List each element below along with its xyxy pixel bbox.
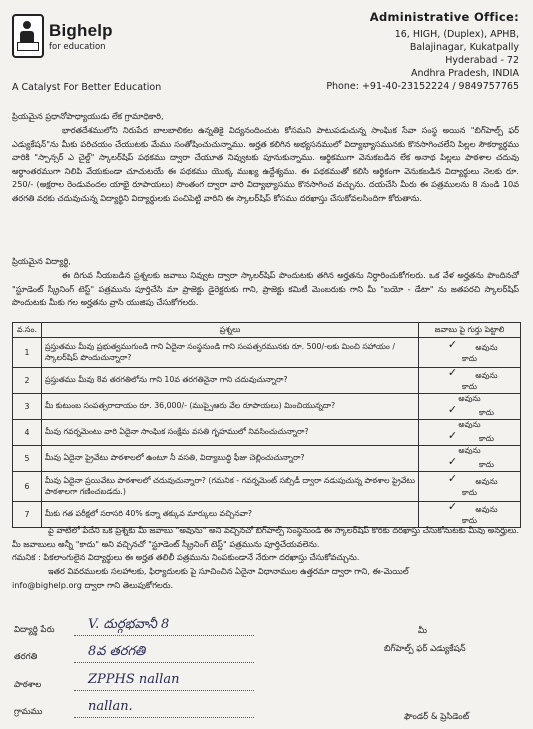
question-text: మీకు గత పరీక్షలో సరాసరి 40% కన్నా తక్కువ మార్కులు వచ్చినవా? bbox=[42, 502, 419, 528]
no-label: కాదు bbox=[479, 460, 494, 469]
answer-cell[interactable] bbox=[419, 394, 521, 420]
note-eligibility: పై వాటిలో పేదేని ఒక ప్రశ్నకు మీ జవాబు "అవును" అని వచ్చినచో బిగ్‌హెల్ప్ సంస్థనుండి ఈ స్కాలర్‌షిప్ కొరకు దరఖాస్తు చేసుకోనుటకు మీవు అనర్హులు. మీ జవాబులు అన్నీ "కాదు" అని వచ్చినచో "స్టూడెంట్ స్క్రీనింగ్ టెస్ట్" పత్రమును పూర్తిచేయవలెను. bbox=[12, 525, 519, 549]
class-value: 8వ తరగతి bbox=[88, 644, 146, 659]
student-salutation: ప్రియమైన విద్యార్థి, bbox=[12, 256, 71, 266]
answer-yes[interactable] bbox=[436, 340, 504, 354]
no-label: కాదు bbox=[462, 382, 477, 391]
col-question: ప్రశ్నలు bbox=[42, 323, 419, 338]
answer-yes[interactable] bbox=[436, 502, 504, 516]
yes-label: అవును bbox=[458, 394, 481, 403]
question-row bbox=[13, 472, 521, 502]
no-label: కాదు bbox=[462, 354, 477, 363]
check-mark-icon: ✓ bbox=[447, 366, 458, 379]
question-text: ప్రస్తుతము మీవు ప్రభుత్వముగుండి గాని ఏదైనా సంస్థనుండి గాని సంపత్సరమునకు రూ. 500/-లకు మించి సహాయం / స్కాలర్‌షిప్ పొందుచున్నారా? bbox=[42, 338, 419, 368]
check-mark-icon: ✓ bbox=[447, 403, 458, 416]
question-row bbox=[13, 338, 521, 368]
row-number: 5 bbox=[13, 446, 42, 472]
answer-yes[interactable] bbox=[436, 474, 504, 488]
address-line: Balajinagar, Kukatpally bbox=[409, 42, 519, 53]
answer-yes[interactable] bbox=[436, 368, 504, 382]
question-text: మీవు ఏదైనా ప్రయివేటు పాఠశాలలో చదువుచున్నారా? (గమనిక - గవర్నమెంట్ సబ్సిడీ ద్వారా నడుపుచున్న పాఠశాల ప్రైవేటు పాఠశాలగా గణించబడదు.) bbox=[42, 472, 419, 502]
answer-cell[interactable] bbox=[419, 338, 521, 368]
answer-no[interactable] bbox=[436, 457, 504, 471]
answer-no[interactable] bbox=[453, 382, 487, 393]
no-label: కాదు bbox=[479, 434, 494, 443]
phone: Phone: +91-40-23152224 / 9849757765 bbox=[326, 81, 519, 92]
row-number: 6 bbox=[13, 472, 42, 502]
question-row bbox=[13, 394, 521, 420]
eligibility-table bbox=[12, 322, 521, 528]
answer-cell[interactable] bbox=[419, 420, 521, 446]
class-field[interactable] bbox=[14, 644, 146, 664]
school-value: ZPPHS nallan bbox=[88, 672, 180, 687]
yes-label: అవును bbox=[475, 371, 498, 380]
yes-label: అవును bbox=[458, 420, 481, 429]
note-contact: ఇతర వివరములకు సలహాలకు, ఫిర్యాదులకు పై సూచించిన ఏదైనా విధానాముల ఉత్తరమా ద్వారా గాని, ఈ-మెయిల్ bbox=[48, 566, 409, 576]
brand-sub: for education bbox=[49, 41, 106, 52]
letter-body-2: ఈ దిగువ నీయబడిన ప్రశ్నలకు జవాబు నివ్వుట ద్వారా స్కాలర్‌షిప్ పొందుటకు తగిన అర్హతను నిర్ధారించుకోగలరు. ఒక వేళ అర్హతను పొందినచో "స్టూడెంట్ స్క్రీనింగ్ టెస్ట్" పత్రమును పూర్తిచేసి మా ప్రాజెక్టు డైరెక్టరుకు గాని, ప్రాజెక్టు కమిటీ మెంబరుకు గాని మీ "బయో - డేటా" ను జతపరచి స్కాలర్‌షిప్ పొందుటకు మీకు గల అర్హతను వ్రాసి యుజిపు చేసుకోగలరు. bbox=[12, 270, 519, 307]
class-label: తరగతి bbox=[14, 652, 38, 662]
village-value: nallan. bbox=[88, 699, 133, 714]
office-address bbox=[326, 11, 519, 93]
check-mark-icon: ✓ bbox=[447, 455, 458, 468]
question-text: ప్రస్తుతము మీవు 8వ తరగతిలోను గాని 10వ తరగతినైనా గాని చదువుచున్నారా? bbox=[42, 368, 419, 394]
salutation: ప్రియమైన ప్రధానోపాధ్యాయుడు లేక గ్రామాధికారి, bbox=[12, 111, 164, 121]
yes-label: అవును bbox=[475, 477, 498, 486]
closing: మీ bbox=[418, 626, 427, 636]
question-text: మీవు ఏదైనా ప్రైవేటు పాఠశాలలో ఉంటూ నీ వసతి, విద్యాబుద్ధి ఫీజు చెల్లించుచున్నారా? bbox=[42, 446, 419, 472]
bighelp-logo bbox=[12, 14, 113, 58]
village-label: గ్రామము bbox=[14, 707, 43, 717]
answer-no[interactable] bbox=[436, 431, 504, 445]
col-answer: జవాబు పై గుర్తు పెట్టాలి bbox=[419, 323, 521, 338]
check-mark-icon: ✓ bbox=[447, 429, 458, 442]
school-field[interactable] bbox=[14, 672, 180, 692]
letter-body-1: భారతదేశములోని నిరుపేద బాలబాలికల ఉన్నతికై విద్యనందించుట కోసమని పాటుపడుచున్న సాంఘిక సేవా సంస్థ అయిన "బిగ్‌హెల్ప్ ఫర్ ఎడ్యుకేషన్"ను మీకు పరిచయం చేయుటకు మేము సంతోషించుచున్నాము. అర్హత కలిగిన అభ్యసనములో విద్యాభ్యాసమునకు కొనసాగించలేని పిల్లల సౌకర్యార్థము వారికి "స్పాన్సర్ ఎ చైల్డ్" స్కాలర్‌షిప్ పథకము ద్వారా చేయూత నివ్వుటకు పూనుకున్నాము. ఆర్థికముగా వెనుకబడిన లేక అనాథ పిల్లలు పాఠశాల చదువు అర్థాంతరముగా నిలిపి వేయకుండా చూచుటయే ఈ పథకము యొక్క ముఖ్య ఉద్దేశ్యము. ఈ పథకముతో కలిసి ఆర్థికంగా వెనుకబడిన విద్యార్థులు నెలకు రూ. 250/- (అక్షరాల రెండువందల యాభై రూపాయలు) సొంతంగ ద్వారా వారి విద్యాభ్యాసము కొనసాగించ వచ్చును. దయచేసి మీరు ఈ పత్రములను 8 నుండి 10వ తరగతి వరకు చదువుచున్న విద్యార్థిని విద్యార్థులకు పంచిపెట్టి వారిని ఈ స్కాలర్‌షిప్ కోసము దరఖాస్తు చేసుకోవలసిందిగా కోరుతాను. bbox=[12, 125, 519, 203]
answer-no[interactable] bbox=[453, 354, 487, 365]
note-email: info@bighelp.org ద్వారా గాని తెలుపుకోగలరు. bbox=[12, 580, 174, 590]
row-number: 4 bbox=[13, 420, 42, 446]
no-label: కాదు bbox=[462, 516, 477, 525]
brand-name: Bighelp bbox=[49, 20, 113, 40]
student-name-label: విద్యార్థి పేరు bbox=[14, 625, 55, 635]
village-field[interactable] bbox=[14, 699, 133, 719]
yes-label: అవును bbox=[458, 446, 481, 455]
no-label: కాదు bbox=[479, 408, 494, 417]
yes-label: అవును bbox=[475, 505, 498, 514]
check-mark-icon: ✓ bbox=[447, 500, 458, 513]
student-name-value: V. దుర్గభవానీ 8 bbox=[88, 617, 170, 632]
school-label: పాఠశాల bbox=[14, 680, 42, 690]
yes-label: అవును bbox=[475, 343, 498, 352]
row-number: 7 bbox=[13, 502, 42, 528]
student-name-field[interactable] bbox=[14, 617, 170, 637]
question-text: మీ కుటుంబ సంపత్సరాదాయం రూ. 36,000/- (ముప్పైఆరు వేల రూపాయలు) మించియున్నదా? bbox=[42, 394, 419, 420]
col-serial: వ.సం. bbox=[13, 323, 42, 338]
tagline: A Catalyst For Better Education bbox=[12, 82, 162, 93]
answer-no[interactable] bbox=[436, 405, 504, 419]
question-row bbox=[13, 420, 521, 446]
check-mark-icon: ✓ bbox=[447, 472, 458, 485]
office-title: Administrative Office: bbox=[369, 10, 519, 24]
answer-cell[interactable] bbox=[419, 368, 521, 394]
question-text: మీవు గవర్నమెంటు వారి ఏదైనా సాంఘిక సంక్షేమ వసతి గృహములో నివసించుచున్నారా? bbox=[42, 420, 419, 446]
address-line: Andhra Pradesh, INDIA bbox=[410, 68, 519, 79]
answer-cell[interactable] bbox=[419, 472, 521, 502]
reader-icon bbox=[12, 14, 44, 58]
question-row bbox=[13, 446, 521, 472]
row-number: 3 bbox=[13, 394, 42, 420]
org-signature: బిగ్‌హెల్ప్ ఫర్ ఎడ్యుకేషన్ bbox=[384, 644, 466, 654]
check-mark-icon: ✓ bbox=[447, 338, 458, 351]
address-line: Hyderabad - 72 bbox=[445, 55, 519, 66]
note-disabled: గమనిక : పికలాంగులైన విద్యార్థులు ఈ అర్హత తలిలీ పత్రమును నింపకుండానే నేరుగా దరఖాస్తు చేసుకోవచ్చును. bbox=[12, 552, 360, 562]
answer-no[interactable] bbox=[453, 488, 487, 499]
founder-title: ఫౌండర్ & ప్రెసిడెంట్ bbox=[404, 712, 470, 722]
no-label: కాదు bbox=[462, 488, 477, 497]
answer-cell[interactable] bbox=[419, 446, 521, 472]
row-number: 2 bbox=[13, 368, 42, 394]
question-row bbox=[13, 368, 521, 394]
row-number: 1 bbox=[13, 338, 42, 368]
address-line: 16, HIGH, (Duplex), APHB, bbox=[394, 29, 519, 40]
